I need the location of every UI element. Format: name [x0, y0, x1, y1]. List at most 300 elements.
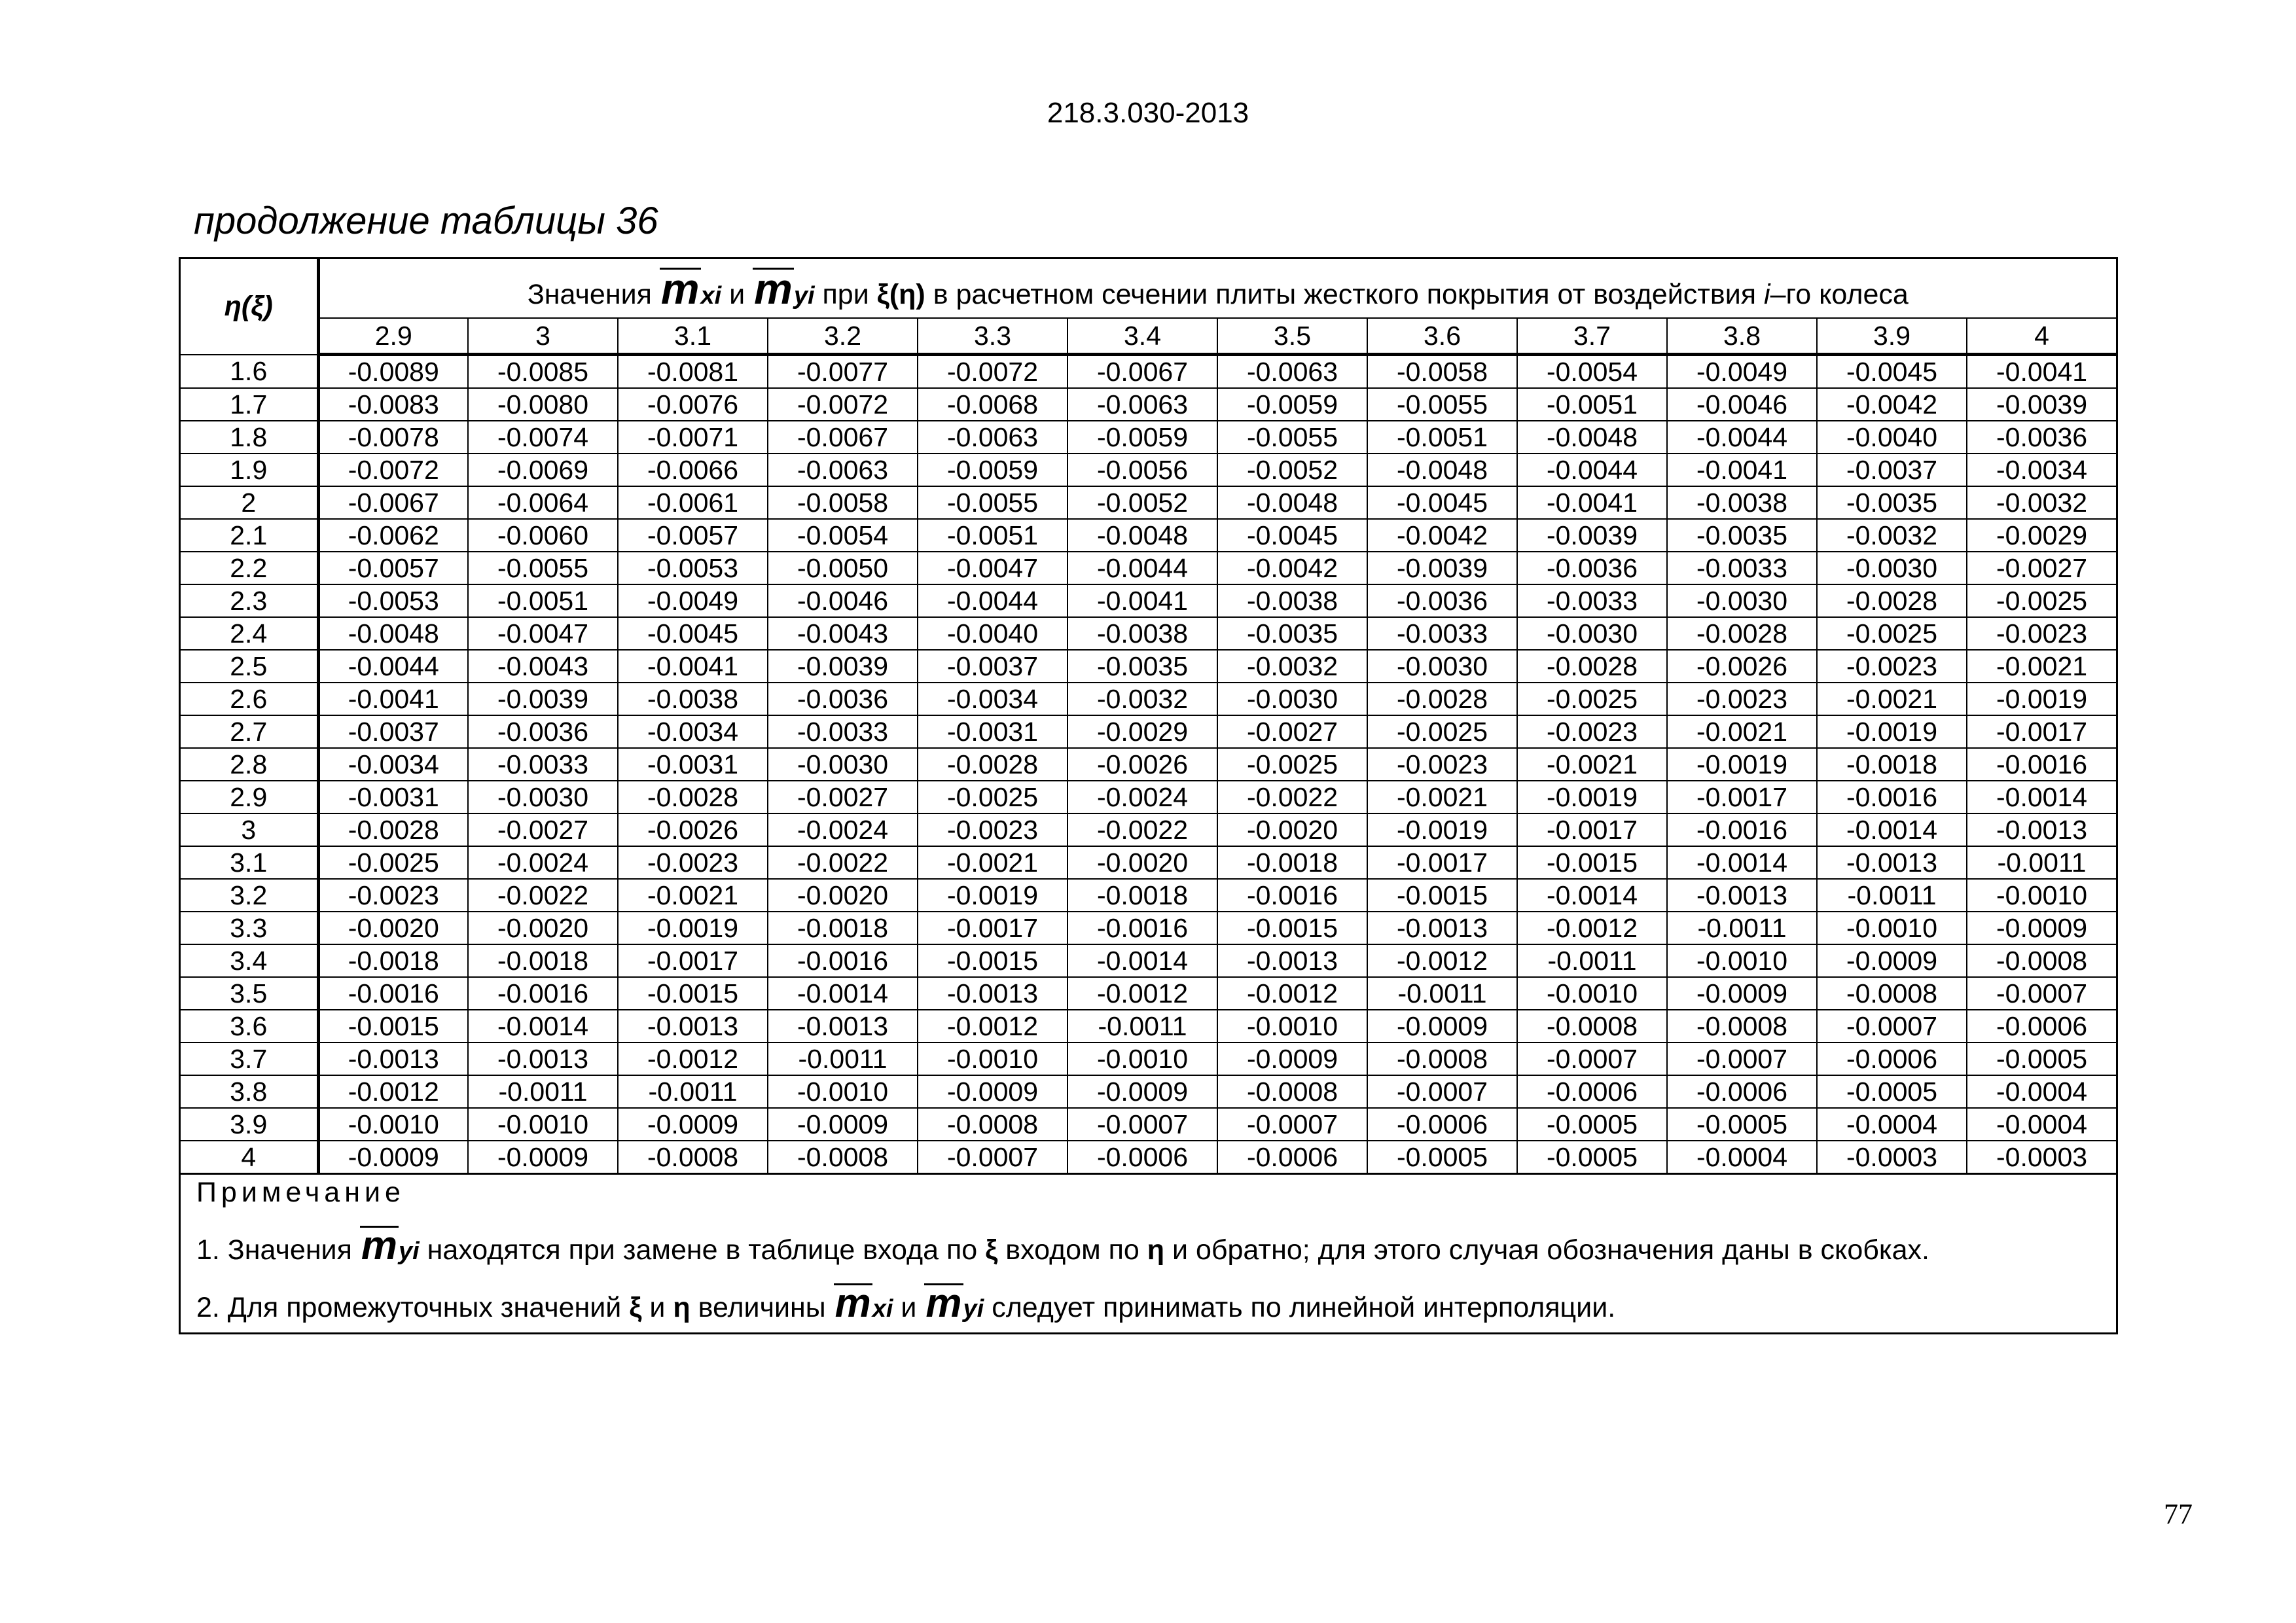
table-row: [181, 977, 2116, 1010]
table-row: [181, 715, 2116, 748]
row-header-cell: 2.1: [181, 519, 318, 552]
table-cell: -0.0012: [918, 1010, 1067, 1043]
table-cell: -0.0012: [318, 1075, 468, 1108]
row-header-cell: 3.2: [181, 879, 318, 912]
table-cell: -0.0059: [1067, 421, 1217, 454]
table-cell: -0.0068: [918, 388, 1067, 421]
note1-eta: η: [1147, 1234, 1165, 1266]
table-cell: -0.0031: [318, 781, 468, 813]
table-cell: -0.0008: [1967, 944, 2116, 977]
table-cell: -0.0018: [468, 944, 618, 977]
table-cell: -0.0035: [1667, 519, 1817, 552]
table-cell: -0.0044: [918, 584, 1067, 617]
table-cell: -0.0017: [618, 944, 768, 977]
table-cell: -0.0044: [1667, 421, 1817, 454]
column-header-cell: 3.5: [1217, 318, 1367, 355]
table-cell: -0.0013: [1967, 813, 2116, 846]
title-i: i: [1764, 279, 1770, 310]
table-cell: -0.0013: [918, 977, 1067, 1010]
row-header-cell: 3.4: [181, 944, 318, 977]
note1-text-b: входом по: [1005, 1234, 1139, 1266]
table-cell: -0.0037: [1817, 454, 1967, 486]
table-cell: -0.0038: [1667, 486, 1817, 519]
table-cell: -0.0011: [1817, 879, 1967, 912]
table-cell: -0.0017: [918, 912, 1067, 944]
subscript-xi: xi: [700, 282, 722, 310]
table-cell: -0.0025: [318, 846, 468, 879]
table-cell: -0.0047: [918, 552, 1067, 584]
table-cell: -0.0008: [618, 1141, 768, 1174]
table-cell: -0.0025: [918, 781, 1067, 813]
table-cell: -0.0019: [918, 879, 1067, 912]
row-header-cell: 1.6: [181, 355, 318, 389]
table-cell: -0.0055: [468, 552, 618, 584]
table-cell: -0.0010: [1667, 944, 1817, 977]
table-cell: -0.0016: [1067, 912, 1217, 944]
row-header-cell: 2.4: [181, 617, 318, 650]
table-cell: -0.0039: [468, 683, 618, 715]
column-header-cell: 3.1: [618, 318, 768, 355]
notes-heading: Примечание: [196, 1177, 405, 1208]
table-cell: -0.0023: [1667, 683, 1817, 715]
table-cell: -0.0020: [468, 912, 618, 944]
table-cell: -0.0016: [768, 944, 918, 977]
table-cell: -0.0022: [468, 879, 618, 912]
table-cell: -0.0007: [1817, 1010, 1967, 1043]
table-cell: -0.0020: [768, 879, 918, 912]
table-cell: -0.0012: [618, 1043, 768, 1075]
row-header-cell: 1.7: [181, 388, 318, 421]
table-cell: -0.0013: [318, 1043, 468, 1075]
table-cell: -0.0019: [1367, 813, 1517, 846]
table-cell: -0.0011: [1367, 977, 1517, 1010]
table-cell: -0.0011: [1967, 846, 2116, 879]
table-cell: -0.0045: [618, 617, 768, 650]
table-cell: -0.0005: [1667, 1108, 1817, 1141]
table-cell: -0.0023: [1817, 650, 1967, 683]
corner-label: η(ξ): [224, 290, 273, 322]
table-cell: -0.0039: [1517, 519, 1667, 552]
table-cell: -0.0021: [1367, 781, 1517, 813]
row-header-cell: 4: [181, 1141, 318, 1174]
table-cell: -0.0018: [768, 912, 918, 944]
table-cell: -0.0014: [1667, 846, 1817, 879]
table-cell: -0.0054: [1517, 355, 1667, 389]
table-cell: -0.0063: [768, 454, 918, 486]
table-cell: -0.0044: [1517, 454, 1667, 486]
table-row: [181, 355, 2116, 389]
table-cell: -0.0030: [768, 748, 918, 781]
subscript-yi: yi: [398, 1238, 420, 1265]
table-cell: -0.0021: [1967, 650, 2116, 683]
table-cell: -0.0051: [1367, 421, 1517, 454]
note1-text-c: и обратно; для этого случая обозначения даны в скобках.: [1172, 1234, 1929, 1266]
table-cell: -0.0041: [1967, 355, 2116, 389]
table-cell: -0.0016: [1217, 879, 1367, 912]
table-cell: -0.0017: [1667, 781, 1817, 813]
m-symbol: m: [834, 1281, 871, 1326]
table-row: [181, 879, 2116, 912]
table-cell: -0.0004: [1667, 1141, 1817, 1174]
table-cell: -0.0045: [1817, 355, 1967, 389]
column-header-row: [181, 318, 2116, 355]
table-cell: -0.0032: [1217, 650, 1367, 683]
table-cell: -0.0056: [1067, 454, 1217, 486]
table-cell: -0.0036: [1367, 584, 1517, 617]
table-cell: -0.0031: [618, 748, 768, 781]
table-row: [181, 944, 2116, 977]
table-cell: -0.0027: [468, 813, 618, 846]
notes-section: [181, 1169, 2116, 1324]
table-cell: -0.0009: [1817, 944, 1967, 977]
moments-table: [181, 259, 2116, 1175]
table-cell: -0.0021: [1667, 715, 1817, 748]
table-cell: -0.0010: [1217, 1010, 1367, 1043]
table-cell: -0.0006: [1067, 1141, 1217, 1174]
table-cell: -0.0027: [1967, 552, 2116, 584]
table-cell: -0.0051: [1517, 388, 1667, 421]
table-body: [181, 259, 2116, 1174]
title-xi-eta: ξ(η): [876, 279, 925, 310]
table-cell: -0.0039: [768, 650, 918, 683]
table-cell: -0.0022: [768, 846, 918, 879]
table-cell: -0.0015: [618, 977, 768, 1010]
table-cell: -0.0029: [1967, 519, 2116, 552]
table-cell: -0.0080: [468, 388, 618, 421]
table-cell: -0.0041: [1667, 454, 1817, 486]
table-cell: -0.0072: [768, 388, 918, 421]
table-cell: -0.0051: [468, 584, 618, 617]
table-cell: -0.0022: [1067, 813, 1217, 846]
note2-prefix: 2. Для промежуточных значений: [196, 1292, 622, 1323]
table-cell: -0.0018: [318, 944, 468, 977]
table-row: [181, 421, 2116, 454]
table-cell: -0.0028: [1517, 650, 1667, 683]
table-cell: -0.0010: [1067, 1043, 1217, 1075]
table-cell: -0.0041: [618, 650, 768, 683]
table-cell: -0.0004: [1967, 1108, 2116, 1141]
table-cell: -0.0008: [1667, 1010, 1817, 1043]
note-1: [196, 1223, 2116, 1268]
table-cell: -0.0022: [1217, 781, 1367, 813]
table-cell: -0.0007: [1667, 1043, 1817, 1075]
table-cell: -0.0008: [1517, 1010, 1667, 1043]
note1-text-a: находятся при замене в таблице входа по: [427, 1234, 978, 1266]
table-cell: -0.0026: [1067, 748, 1217, 781]
table-cell: -0.0035: [1217, 617, 1367, 650]
table-row: [181, 1043, 2116, 1075]
table-cell: -0.0016: [1817, 781, 1967, 813]
table-cell: -0.0069: [468, 454, 618, 486]
row-header-cell: 1.8: [181, 421, 318, 454]
row-header-cell: 2: [181, 486, 318, 519]
note1-prefix: 1. Значения: [196, 1234, 352, 1266]
table-cell: -0.0008: [768, 1141, 918, 1174]
table-cell: -0.0025: [1217, 748, 1367, 781]
title-mid: при: [822, 279, 869, 310]
table-cell: -0.0024: [768, 813, 918, 846]
table-cell: -0.0008: [1817, 977, 1967, 1010]
table-cell: -0.0055: [1367, 388, 1517, 421]
table-cell: -0.0048: [1367, 454, 1517, 486]
table-cell: -0.0006: [1217, 1141, 1367, 1174]
table-cell: -0.0049: [618, 584, 768, 617]
note2-xi: ξ: [629, 1292, 642, 1323]
note2-text-a: величины: [698, 1292, 826, 1323]
column-header-cell: 2.9: [318, 318, 468, 355]
table-cell: -0.0055: [1217, 421, 1367, 454]
column-header-cell: 3.6: [1367, 318, 1517, 355]
table-cell: -0.0033: [768, 715, 918, 748]
table-cell: -0.0021: [618, 879, 768, 912]
table-cell: -0.0007: [1067, 1108, 1217, 1141]
table-cell: -0.0046: [768, 584, 918, 617]
table-cell: -0.0044: [1067, 552, 1217, 584]
title-rest: в расчетном сечении плиты жесткого покрытия от воздействия: [933, 279, 1757, 310]
table-cell: -0.0023: [1967, 617, 2116, 650]
table-cell: -0.0053: [318, 584, 468, 617]
table-cell: -0.0016: [318, 977, 468, 1010]
table-cell: -0.0028: [1667, 617, 1817, 650]
table-cell: -0.0015: [1517, 846, 1667, 879]
table-cell: -0.0040: [918, 617, 1067, 650]
row-header-cell: 3: [181, 813, 318, 846]
table-cell: -0.0005: [1367, 1141, 1517, 1174]
table-cell: -0.0008: [918, 1108, 1067, 1141]
note1-xi: ξ: [985, 1234, 998, 1266]
table-cell: -0.0025: [1517, 683, 1667, 715]
table-cell: -0.0009: [318, 1141, 468, 1174]
table-row: [181, 683, 2116, 715]
page-number: 77: [2164, 1498, 2193, 1530]
table-cell: -0.0009: [468, 1141, 618, 1174]
table-cell: -0.0045: [1217, 519, 1367, 552]
table-cell: -0.0016: [468, 977, 618, 1010]
table-cell: -0.0016: [1967, 748, 2116, 781]
table-cell: -0.0009: [1667, 977, 1817, 1010]
table-cell: -0.0023: [618, 846, 768, 879]
table-cell: -0.0006: [1817, 1043, 1967, 1075]
table-cell: -0.0004: [1817, 1108, 1967, 1141]
row-header-cell: 3.3: [181, 912, 318, 944]
table-cell: -0.0023: [918, 813, 1067, 846]
table-row: [181, 486, 2116, 519]
table-cell: -0.0072: [918, 355, 1067, 389]
table-cell: -0.0030: [1667, 584, 1817, 617]
table-cell: -0.0009: [1217, 1043, 1367, 1075]
table-row: [181, 846, 2116, 879]
table-cell: -0.0009: [918, 1075, 1067, 1108]
table-cell: -0.0034: [1967, 454, 2116, 486]
title-tail: –го колеса: [1770, 279, 1909, 310]
table-cell: -0.0030: [1217, 683, 1367, 715]
table-cell: -0.0009: [1067, 1075, 1217, 1108]
title-and: и: [729, 279, 745, 310]
row-header-cell: 3.9: [181, 1108, 318, 1141]
table-cell: -0.0016: [1667, 813, 1817, 846]
table-cell: -0.0048: [1217, 486, 1367, 519]
table-cell: -0.0019: [1817, 715, 1967, 748]
column-header-cell: 3.4: [1067, 318, 1217, 355]
subscript-yi: yi: [793, 282, 815, 310]
table-cell: -0.0008: [1217, 1075, 1367, 1108]
row-header-cell: 3.7: [181, 1043, 318, 1075]
table-cell: -0.0040: [1817, 421, 1967, 454]
table-cell: -0.0050: [768, 552, 918, 584]
column-header-cell: 3.7: [1517, 318, 1667, 355]
table-cell: -0.0089: [318, 355, 468, 389]
table-cell: -0.0020: [318, 912, 468, 944]
table-cell: -0.0017: [1367, 846, 1517, 879]
table-cell: -0.0011: [1667, 912, 1817, 944]
table-cell: -0.0012: [1517, 912, 1667, 944]
table-cell: -0.0032: [1967, 486, 2116, 519]
table-cell: -0.0051: [918, 519, 1067, 552]
document-code: 218.3.030-2013: [1047, 97, 1249, 129]
table-cell: -0.0035: [1067, 650, 1217, 683]
table-cell: -0.0033: [1517, 584, 1667, 617]
table-cell: -0.0007: [1217, 1108, 1367, 1141]
table-cell: -0.0012: [1217, 977, 1367, 1010]
table-cell: -0.0030: [1367, 650, 1517, 683]
table-cell: -0.0003: [1967, 1141, 2116, 1174]
table-cell: -0.0005: [1517, 1108, 1667, 1141]
table-cell: -0.0028: [318, 813, 468, 846]
table-cell: -0.0023: [318, 879, 468, 912]
row-header-cell: 2.9: [181, 781, 318, 813]
table-row: [181, 781, 2116, 813]
row-header-cell: 2.7: [181, 715, 318, 748]
table-cell: -0.0019: [1967, 683, 2116, 715]
table-cell: -0.0023: [1367, 748, 1517, 781]
table-title-cell: [318, 259, 2116, 318]
table-cell: -0.0033: [1667, 552, 1817, 584]
table-cell: -0.0007: [1367, 1075, 1517, 1108]
table-cell: -0.0039: [1967, 388, 2116, 421]
table-cell: -0.0034: [918, 683, 1067, 715]
table-cell: -0.0063: [918, 421, 1067, 454]
table-cell: -0.0041: [1067, 584, 1217, 617]
table-cell: -0.0061: [618, 486, 768, 519]
column-header-cell: 3.8: [1667, 318, 1817, 355]
table-cell: -0.0052: [1217, 454, 1367, 486]
table-cell: -0.0067: [1067, 355, 1217, 389]
table-cell: -0.0038: [1067, 617, 1217, 650]
table-cell: -0.0049: [1667, 355, 1817, 389]
table-cell: -0.0036: [1967, 421, 2116, 454]
table-cell: -0.0078: [318, 421, 468, 454]
table-cell: -0.0041: [318, 683, 468, 715]
table-cell: -0.0036: [768, 683, 918, 715]
table-cell: -0.0062: [318, 519, 468, 552]
m-symbol: m: [660, 264, 700, 313]
table-cell: -0.0025: [1967, 584, 2116, 617]
row-header-cell: 3.8: [181, 1075, 318, 1108]
table-cell: -0.0026: [618, 813, 768, 846]
table-cell: -0.0038: [1217, 584, 1367, 617]
note2-and1: и: [649, 1292, 666, 1323]
table-cell: -0.0033: [468, 748, 618, 781]
table-cell: -0.0019: [1517, 781, 1667, 813]
column-header-cell: 3.3: [918, 318, 1067, 355]
table-cell: -0.0057: [618, 519, 768, 552]
subscript-yi: yi: [963, 1295, 984, 1323]
table-cell: -0.0013: [1667, 879, 1817, 912]
table-cell: -0.0009: [768, 1108, 918, 1141]
table-cell: -0.0005: [1817, 1075, 1967, 1108]
table-cell: -0.0010: [318, 1108, 468, 1141]
table-cell: -0.0007: [1517, 1043, 1667, 1075]
row-header-cell: 2.5: [181, 650, 318, 683]
table-cell: -0.0006: [1517, 1075, 1667, 1108]
row-header-cell: 3.6: [181, 1010, 318, 1043]
table-cell: -0.0063: [1217, 355, 1367, 389]
table-cell: -0.0081: [618, 355, 768, 389]
table-cell: -0.0007: [918, 1141, 1067, 1174]
table-cell: -0.0036: [1517, 552, 1667, 584]
table-cell: -0.0009: [618, 1108, 768, 1141]
table-cell: -0.0011: [768, 1043, 918, 1075]
row-header-cell: 2.2: [181, 552, 318, 584]
table-cell: -0.0008: [1367, 1043, 1517, 1075]
table-cell: -0.0012: [1067, 977, 1217, 1010]
table-cell: -0.0034: [618, 715, 768, 748]
table-row: [181, 519, 2116, 552]
table-frame: [179, 257, 2118, 1334]
table-cell: -0.0013: [1367, 912, 1517, 944]
table-cell: -0.0041: [1517, 486, 1667, 519]
table-cell: -0.0006: [1667, 1075, 1817, 1108]
table-cell: -0.0059: [1217, 388, 1367, 421]
table-cell: -0.0052: [1067, 486, 1217, 519]
table-cell: -0.0004: [1967, 1075, 2116, 1108]
table-cell: -0.0030: [468, 781, 618, 813]
table-caption: продолжение таблицы 36: [194, 200, 658, 242]
column-header-cell: 4: [1967, 318, 2116, 355]
table-cell: -0.0032: [1817, 519, 1967, 552]
table-cell: -0.0020: [1217, 813, 1367, 846]
table-cell: -0.0005: [1967, 1043, 2116, 1075]
table-cell: -0.0083: [318, 388, 468, 421]
table-cell: -0.0037: [918, 650, 1067, 683]
table-cell: -0.0025: [1367, 715, 1517, 748]
table-cell: -0.0059: [918, 454, 1067, 486]
table-cell: -0.0026: [1667, 650, 1817, 683]
table-cell: -0.0074: [468, 421, 618, 454]
table-cell: -0.0066: [618, 454, 768, 486]
table-cell: -0.0015: [318, 1010, 468, 1043]
table-cell: -0.0018: [1217, 846, 1367, 879]
table-cell: -0.0015: [918, 944, 1067, 977]
table-cell: -0.0021: [918, 846, 1067, 879]
table-cell: -0.0058: [768, 486, 918, 519]
table-cell: -0.0021: [1517, 748, 1667, 781]
table-cell: -0.0030: [1517, 617, 1667, 650]
table-row: [181, 552, 2116, 584]
table-cell: -0.0017: [1517, 813, 1667, 846]
table-cell: -0.0014: [1067, 944, 1217, 977]
table-cell: -0.0015: [1217, 912, 1367, 944]
table-cell: -0.0085: [468, 355, 618, 389]
table-cell: -0.0043: [468, 650, 618, 683]
table-cell: -0.0027: [1217, 715, 1367, 748]
table-cell: -0.0010: [468, 1108, 618, 1141]
table-cell: -0.0031: [918, 715, 1067, 748]
table-cell: -0.0010: [1967, 879, 2116, 912]
table-row: [181, 1010, 2116, 1043]
table-cell: -0.0028: [1817, 584, 1967, 617]
note2-and2: и: [901, 1292, 917, 1323]
